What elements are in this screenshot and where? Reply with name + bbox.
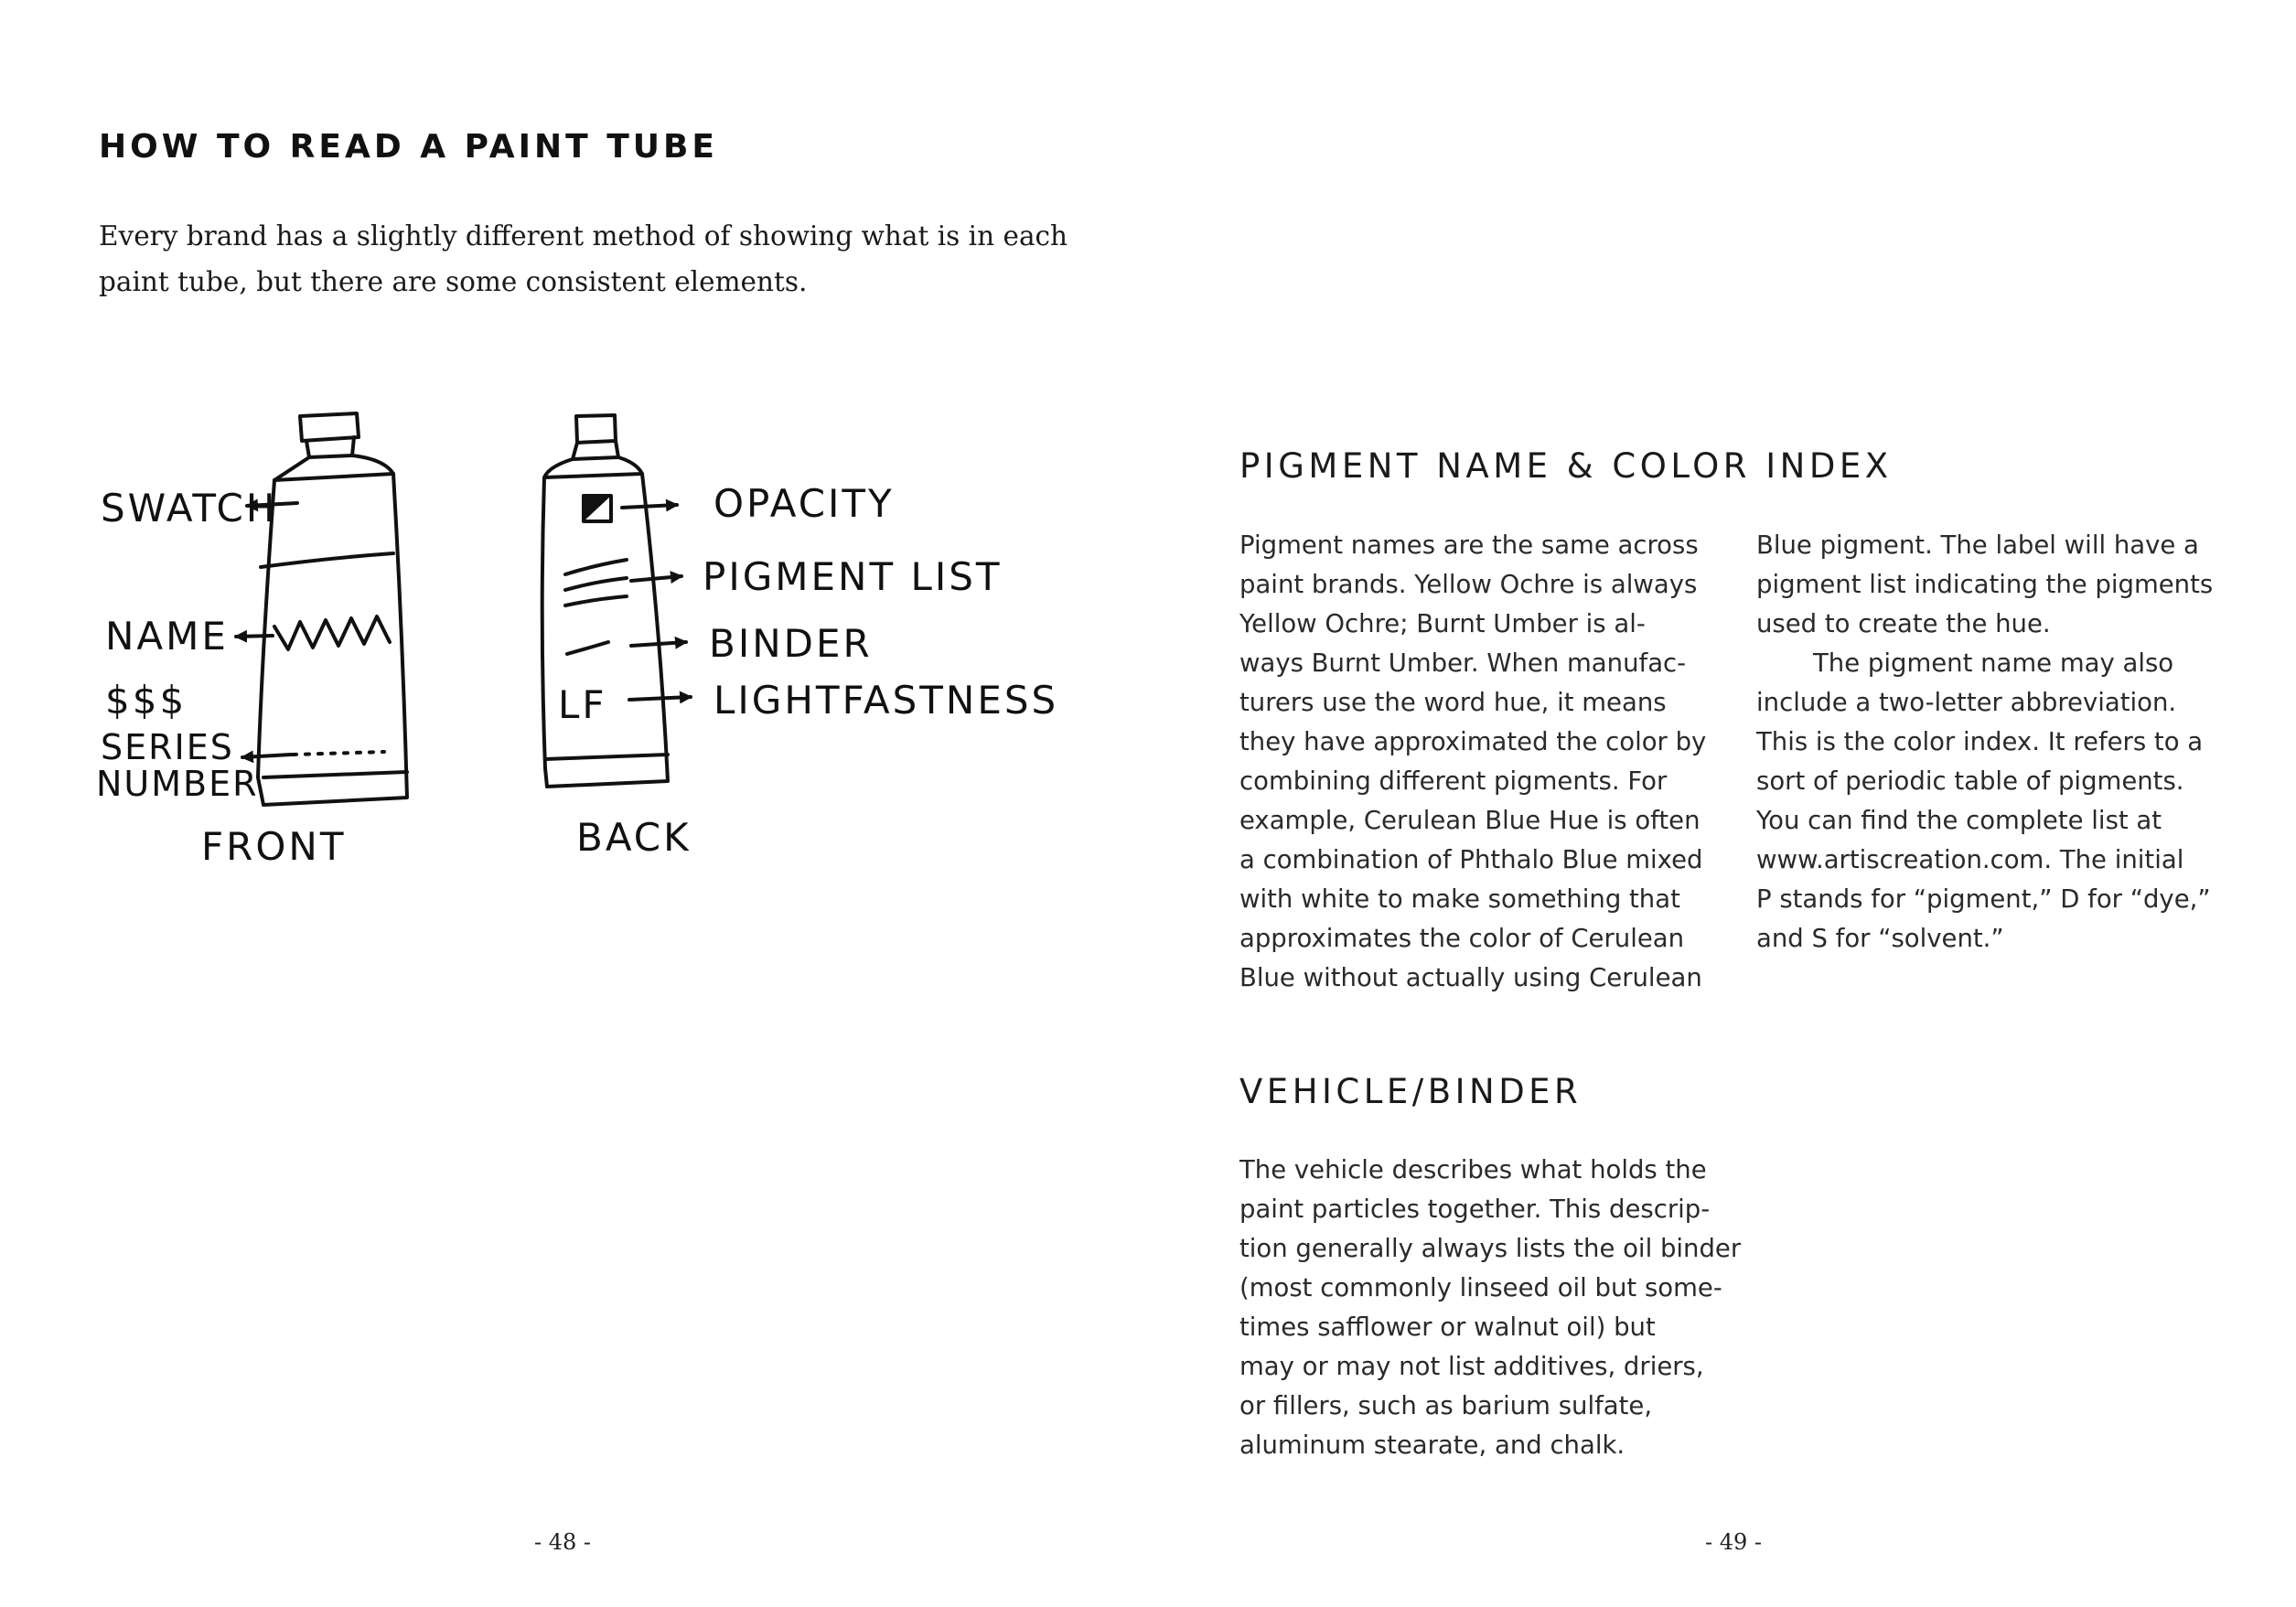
- text-line: sort of periodic table of pigments.: [1756, 766, 2184, 796]
- text-line: combining different pigments. For: [1239, 766, 1668, 796]
- pigment-list-arrow: [631, 576, 681, 581]
- text-line: This is the color index. It refers to a: [1756, 727, 2204, 756]
- text-line: or fillers, such as barium sulfate,: [1239, 1391, 1653, 1420]
- text-line: paint brands. Yellow Ochre is always: [1239, 570, 1698, 599]
- label-name: NAME: [105, 614, 229, 659]
- text-line: tion generally always lists the oil binder: [1239, 1234, 1742, 1263]
- text-line: with white to make something that: [1239, 884, 1680, 914]
- section-title-vehicle: VEHICLE/BINDER: [1239, 1072, 1583, 1111]
- text-line: aluminum stearate, and chalk.: [1239, 1430, 1625, 1460]
- front-tube: [258, 413, 407, 805]
- label-number: NUMBER: [96, 764, 259, 804]
- label-lightfastness: LIGHTFASTNESS: [713, 678, 1059, 723]
- text-line: paint particles together. This descrip-: [1239, 1195, 1711, 1224]
- text-line: pigment list indicating the pigments: [1756, 570, 2214, 599]
- text-line: (most commonly linseed oil but some-: [1239, 1273, 1722, 1302]
- label-opacity: OPACITY: [713, 481, 895, 526]
- binder-arrow: [631, 642, 686, 646]
- text-line: Yellow Ochre; Burnt Umber is al-: [1239, 609, 1646, 638]
- name-arrow: [236, 636, 273, 637]
- section-title-pigment: PIGMENT NAME & COLOR INDEX: [1239, 446, 1893, 486]
- text-line: You can find the complete list at: [1756, 806, 2162, 835]
- lightfastness-arrow: [629, 697, 691, 700]
- text-line: used to create the hue.: [1756, 609, 2051, 638]
- vehicle-column: [1239, 1151, 1752, 1465]
- front-caption: FRONT: [201, 824, 347, 869]
- series-arrow: [242, 755, 291, 757]
- pigment-column-2: [1756, 526, 2269, 959]
- paint-tube-illustration: [82, 402, 1089, 896]
- page-number-left: - 48 -: [533, 1529, 591, 1555]
- label-swatch: SWATCH: [101, 486, 278, 530]
- text-line: approximates the color of Cerulean: [1239, 924, 1685, 953]
- text-line: a combination of Phthalo Blue mixed: [1239, 845, 1703, 874]
- label-series: SERIES: [101, 727, 234, 767]
- opacity-arrow: [622, 505, 677, 508]
- text-line: Blue without actually using Cerulean: [1239, 963, 1702, 992]
- text-line: Blue pigment. The label will have a: [1756, 530, 2199, 560]
- text-line: example, Cerulean Blue Hue is often: [1239, 806, 1701, 835]
- page-number-right: - 49 -: [1704, 1529, 1762, 1555]
- page-heading: HOW TO READ A PAINT TUBE: [99, 128, 719, 166]
- text-line: ways Burnt Umber. When manufac-: [1239, 648, 1687, 678]
- pigment-column-1: [1239, 526, 1733, 998]
- back-caption: BACK: [576, 815, 692, 860]
- text-line: turers use the word hue, it means: [1239, 688, 1667, 717]
- right-page: [1148, 0, 2296, 1607]
- label-binder: BINDER: [709, 621, 873, 666]
- text-line: they have approximated the color by: [1239, 727, 1707, 756]
- text-line: The pigment name may also: [1813, 648, 2174, 678]
- text-line: and S for “solvent.”: [1756, 924, 2004, 953]
- text-line: may or may not list additives, driers,: [1239, 1352, 1704, 1381]
- lf-mark: LF: [558, 682, 607, 727]
- label-price: $$$: [105, 678, 188, 723]
- label-pigment-list: PIGMENT LIST: [703, 554, 1003, 599]
- text-line: times safflower or walnut oil) but: [1239, 1312, 1656, 1342]
- intro-paragraph: Every brand has a slightly different method of showing what is in each paint tube, but there are some consistent elements.: [99, 220, 1068, 297]
- text-line: Pigment names are the same across: [1239, 530, 1699, 560]
- text-line: The vehicle describes what holds the: [1239, 1155, 1707, 1184]
- back-tube: [542, 415, 668, 787]
- text-line: www.artiscreation.com. The initial: [1756, 845, 2184, 874]
- text-line: include a two-letter abbreviation.: [1756, 688, 2177, 717]
- text-line: P stands for “pigment,” D for “dye,”: [1756, 884, 2211, 914]
